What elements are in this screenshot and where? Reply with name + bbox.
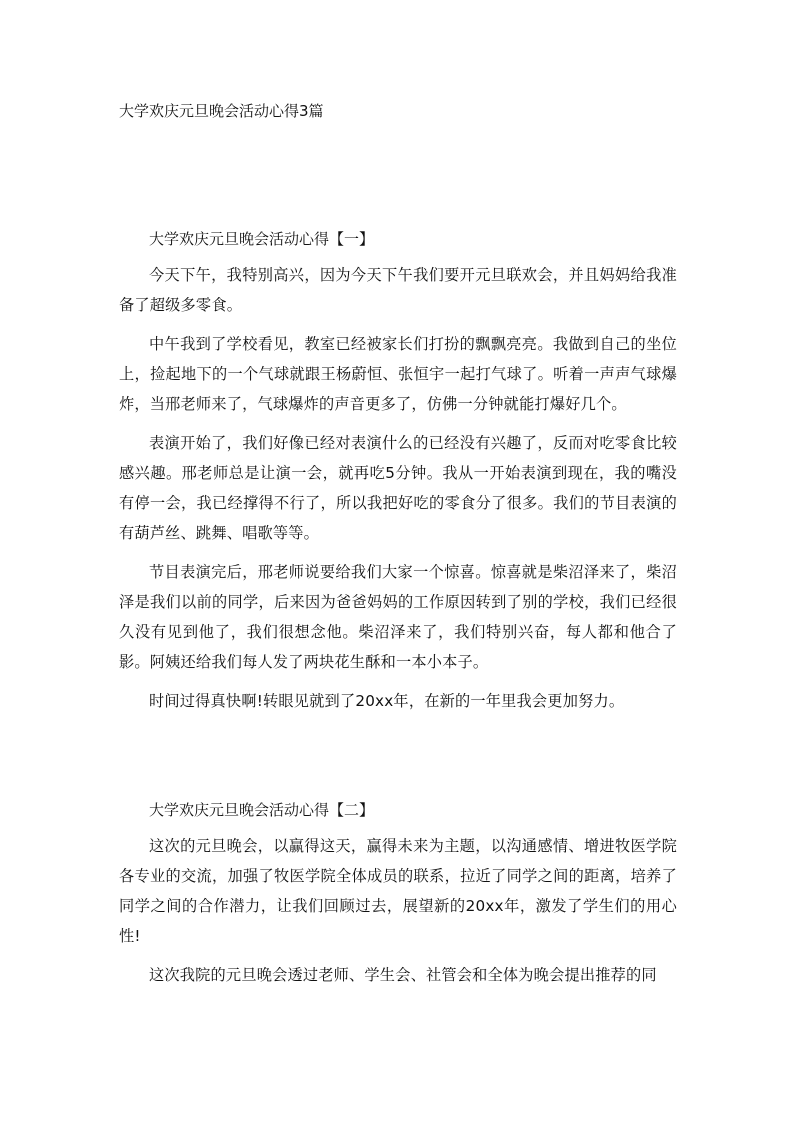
paragraph: 节目表演完后，邢老师说要给我们大家一个惊喜。惊喜就是柴沼泽来了，柴沼泽是我们以前的同学，后来因为爸爸妈妈的工作原因转到了别的学校，我们已经很久没有见到他了，我们很想念他。柴沼泽来了，我们特别兴奋，每人都和他合了影。阿姨还给我们每人发了两块花生酥和一本小本子。 [119, 563, 677, 671]
section-heading: 大学欢庆元旦晚会活动心得【一】 [149, 230, 375, 248]
paragraph: 今天下午，我特别高兴，因为今天下午我们要开元旦联欢会，并且妈妈给我准备了超级多零食。 [119, 266, 677, 314]
paragraph: 中午我到了学校看见，教室已经被家长们打扮的飘飘亮亮。我做到自己的坐位上，捡起地下的一个气球就跟王杨蔚恒、张恒宇一起打气球了。听着一声声气球爆炸，当邢老师来了，气球爆炸的声音更多了，仿佛一分钟就能打爆好几个。 [119, 335, 677, 413]
paragraph: 时间过得真快啊!转眼见就到了20xx年，在新的一年里我会更加努力。 [149, 692, 625, 710]
paragraph: 这次的元旦晚会，以赢得这天，赢得未来为主题，以沟通感情、增进牧医学院各专业的交流，加强了牧医学院全体成员的联系，拉近了同学之间的距离，培养了同学之间的合作潜力，让我们回顾过去，展望新的20xx年，激发了学生们的用心性! [119, 837, 677, 945]
section-one [119, 227, 677, 725]
paragraph: 这次我院的元旦晚会透过老师、学生会、社管会和全体为晚会提出推荐的同 [149, 966, 657, 984]
paragraph: 表演开始了，我们好像已经对表演什么的已经没有兴趣了，反而对吃零食比较感兴趣。邢老师总是让演一会，就再吃5分钟。我从一开始表演到现在，我的嘴没有停一会，我已经撑得不行了，所以我把好吃的零食分了很多。我们的节目表演的有葫芦丝、跳舞、唱歌等等。 [119, 434, 677, 542]
section-two [119, 798, 677, 999]
document-title: 大学欢庆元旦晚会活动心得3篇 [119, 102, 324, 120]
section-heading: 大学欢庆元旦晚会活动心得【二】 [149, 801, 375, 819]
